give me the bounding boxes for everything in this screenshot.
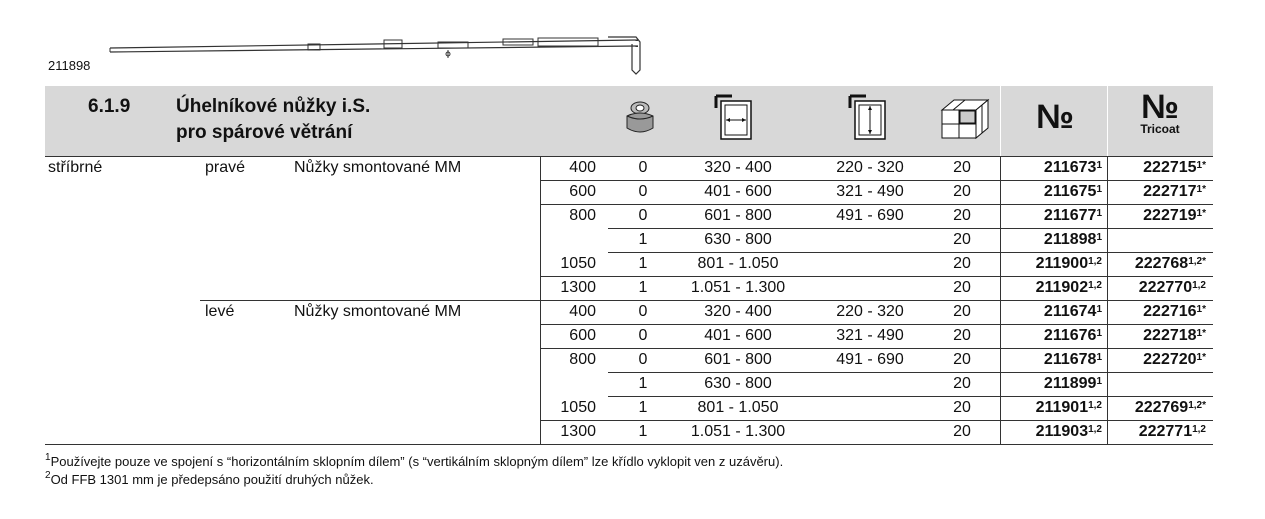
cell-art: 211901$^{1,2}$ [1035, 399, 1102, 416]
cell-tri: 222771$^{1,2}$ [1138, 423, 1206, 440]
cell-qty: 20 [953, 351, 971, 368]
cell-desc [294, 277, 534, 301]
cell-r2: 220 - 320 [836, 303, 904, 320]
cell-size: 800 [569, 207, 596, 224]
cell-art: 211902$^{1,2}$ [1035, 279, 1102, 296]
cell-size: 800 [569, 351, 596, 368]
cell-size: 1050 [560, 399, 596, 416]
cell-size: 600 [569, 183, 596, 200]
cell-side [205, 253, 285, 277]
cell-r2: 491 - 690 [836, 351, 904, 368]
cell-desc [294, 229, 534, 253]
cell-r2 [810, 397, 930, 421]
cell-qty: 20 [953, 279, 971, 296]
cell-tri: $222719^{1*}$ [1143, 207, 1206, 224]
header-separator [1107, 86, 1108, 156]
cell-r1: 630 - 800 [704, 375, 772, 392]
cell-color [48, 373, 188, 397]
hinge-cap-icon [622, 98, 658, 140]
cell-n: 1 [638, 399, 648, 416]
cell-qty: 20 [953, 183, 971, 200]
cell-r1: 401 - 600 [704, 327, 772, 344]
cell-side [205, 397, 285, 421]
cell-r1: 601 - 800 [704, 207, 772, 224]
cell-art: 211675$^1$ [1043, 183, 1102, 200]
section-number: 6.1.9 [88, 96, 131, 117]
number-sign-icon: № [1036, 98, 1074, 136]
cell-size: 400 [569, 159, 596, 176]
cell-size: 400 [569, 303, 596, 320]
cell-r1: 801 - 1.050 [697, 399, 779, 416]
cell-size: 1300 [560, 279, 596, 296]
cell-qty: 20 [953, 159, 971, 176]
cell-n: 0 [638, 183, 648, 200]
cell-side [205, 277, 285, 301]
cell-art: 211677$^1$ [1043, 207, 1102, 224]
cell-tri: $222769^{1,2*}$ [1134, 399, 1206, 416]
box-pack-icon [940, 96, 990, 140]
cell-r2 [810, 421, 930, 445]
cell-r1: 801 - 1.050 [697, 255, 779, 272]
cell-art: 211898$^1$ [1043, 231, 1102, 248]
cell-r2 [810, 229, 930, 253]
cell-r1: 1.051 - 1.300 [690, 423, 786, 440]
corner-stay-drawing [108, 34, 660, 78]
footnote: $^2$Od FFB 1301 mm je předepsáno použití druhých nůžek. [45, 470, 374, 487]
cell-desc: Nůžky smontované MM [294, 159, 462, 176]
cell-art: 211676$^1$ [1043, 327, 1102, 344]
cell-color [48, 277, 188, 301]
article-number-header [1010, 100, 1100, 134]
cell-r1: 630 - 800 [704, 231, 772, 248]
cell-art: 211678$^1$ [1043, 351, 1102, 368]
cell-size [540, 373, 596, 397]
cell-desc [294, 205, 534, 229]
cell-tri: $222716^{1*}$ [1143, 303, 1206, 320]
cell-tri: $222715^{1*}$ [1143, 159, 1206, 176]
header-separator [1000, 86, 1001, 156]
cell-art: 211903$^{1,2}$ [1035, 423, 1102, 440]
cell-r1: 401 - 600 [704, 183, 772, 200]
cell-art: 211899$^1$ [1043, 375, 1102, 392]
cell-qty: 20 [953, 423, 971, 440]
cell-desc: Nůžky smontované MM [294, 303, 462, 320]
cell-desc [294, 421, 534, 445]
cell-art: 211673$^1$ [1043, 159, 1102, 176]
cell-size [540, 229, 596, 253]
cell-desc [294, 325, 534, 349]
column-divider [1000, 156, 1001, 444]
cell-qty: 20 [953, 255, 971, 272]
cell-qty: 20 [953, 327, 971, 344]
cell-tri: $222718^{1*}$ [1143, 327, 1206, 344]
cell-qty: 20 [953, 231, 971, 248]
row-divider [45, 444, 1213, 445]
footnote: $^1$Používejte pouze ve spojení s “horizontálním sklopním dílem” (s “vertikálním sklopným dílem” lze křídlo vyklopit ven z uzávěru). [45, 452, 784, 469]
cell-color [48, 205, 188, 229]
column-divider [1107, 156, 1108, 444]
column-divider [540, 156, 541, 444]
cell-r1: 601 - 800 [704, 351, 772, 368]
cell-color [48, 397, 188, 421]
cell-r2: 220 - 320 [836, 159, 904, 176]
cell-desc [294, 349, 534, 373]
cell-side [205, 421, 285, 445]
cell-tri: 222770$^{1,2}$ [1138, 279, 1206, 296]
cell-tri [1108, 373, 1206, 397]
cell-tri [1108, 229, 1206, 253]
cell-n: 1 [638, 423, 648, 440]
cell-qty: 20 [953, 375, 971, 392]
cell-color [48, 229, 188, 253]
section-subtitle: pro spárové větrání [176, 122, 353, 143]
cell-desc [294, 373, 534, 397]
cell-side [205, 373, 285, 397]
sash-width-icon [712, 92, 756, 144]
cell-side [205, 229, 285, 253]
cell-side [205, 181, 285, 205]
cell-n: 1 [638, 255, 648, 272]
cell-r2: 491 - 690 [836, 207, 904, 224]
article-code: 211898 [48, 58, 91, 73]
cell-color [48, 421, 188, 445]
sash-height-icon [846, 92, 890, 144]
section-title: Úhelníkové nůžky i.S. [176, 96, 371, 117]
cell-n: 1 [638, 231, 648, 248]
cell-desc [294, 181, 534, 205]
cell-r2: 321 - 490 [836, 183, 904, 200]
cell-color [48, 325, 188, 349]
cell-art: 211674$^1$ [1043, 303, 1102, 320]
cell-r2 [810, 277, 930, 301]
cell-n: 1 [638, 375, 648, 392]
cell-side: pravé [205, 159, 246, 176]
cell-side: levé [205, 303, 235, 320]
cell-r2 [810, 373, 930, 397]
cell-r2: 321 - 490 [836, 327, 904, 344]
tricoat-number-header [1115, 90, 1205, 136]
cell-tri: $222717^{1*}$ [1143, 183, 1206, 200]
cell-tri: $222720^{1*}$ [1143, 351, 1206, 368]
cell-art: 211900$^{1,2}$ [1035, 255, 1102, 272]
cell-color [48, 301, 188, 325]
cell-qty: 20 [953, 399, 971, 416]
table-top-rule [45, 156, 1213, 157]
cell-n: 0 [638, 303, 648, 320]
cell-desc [294, 253, 534, 277]
cell-color: stříbrné [48, 159, 103, 176]
cell-n: 0 [638, 159, 648, 176]
tricoat-label: Tricoat [1140, 122, 1180, 136]
cell-r1: 1.051 - 1.300 [690, 279, 786, 296]
cell-side [205, 349, 285, 373]
cell-side [205, 205, 285, 229]
cell-side [205, 325, 285, 349]
cell-color [48, 181, 188, 205]
number-sign-icon: № [1141, 88, 1179, 126]
cell-qty: 20 [953, 207, 971, 224]
cell-n: 0 [638, 207, 648, 224]
cell-size: 600 [569, 327, 596, 344]
cell-n: 0 [638, 327, 648, 344]
cell-size: 1050 [560, 255, 596, 272]
cell-color [48, 253, 188, 277]
cell-tri: $222768^{1,2*}$ [1134, 255, 1206, 272]
cell-n: 0 [638, 351, 648, 368]
cell-desc [294, 397, 534, 421]
cell-n: 1 [638, 279, 648, 296]
cell-r1: 320 - 400 [704, 303, 772, 320]
cell-r2 [810, 253, 930, 277]
cell-qty: 20 [953, 303, 971, 320]
cell-color [48, 349, 188, 373]
cell-size: 1300 [560, 423, 596, 440]
cell-r1: 320 - 400 [704, 159, 772, 176]
